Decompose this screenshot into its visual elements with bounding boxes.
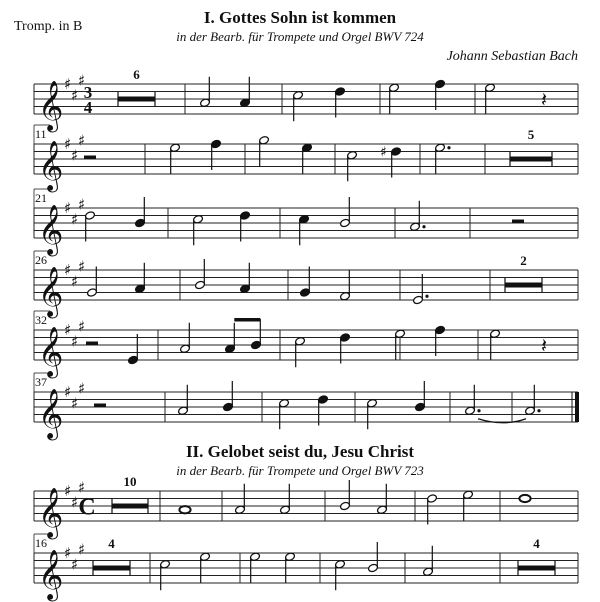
notehead [519, 495, 530, 502]
multirest-bar [518, 566, 555, 571]
instrument-label: Tromp. in B [14, 19, 83, 34]
multirest-count: 4 [533, 536, 540, 551]
sharp-icon: ♯ [71, 493, 79, 512]
multirest-count: 2 [520, 253, 527, 268]
sharp-icon: ♯ [71, 210, 79, 229]
multirest-bar [112, 504, 148, 509]
sharp-icon: ♯ [64, 383, 72, 401]
sharp-icon: ♯ [71, 555, 79, 574]
sharp-icon: ♯ [78, 379, 86, 398]
piece2-title: II. Gelobet seist du, Jesu Christ [185, 442, 415, 461]
sharp-icon: ♯ [64, 321, 72, 339]
staff-system [34, 373, 579, 441]
measure-number: 26 [35, 253, 47, 267]
final-barline [575, 392, 579, 422]
half-rest-icon [84, 156, 96, 160]
sharp-icon: ♯ [71, 146, 79, 165]
augmentation-dot [537, 409, 540, 412]
half-rest-icon [94, 404, 106, 408]
sharp-icon: ♯ [64, 482, 72, 500]
time-signature: 4 [83, 98, 93, 117]
quarter-rest-icon: 𝄽 [541, 333, 548, 358]
half-rest-icon [512, 220, 524, 224]
sharp-icon: ♯ [78, 257, 86, 276]
sharp-icon: ♯ [78, 317, 86, 336]
multirest-count: 4 [108, 536, 115, 551]
sharp-icon: ♯ [64, 544, 72, 562]
piece1-subtitle: in der Bearb. für Trompete und Orgel BWV 724 [176, 29, 424, 44]
treble-clef-icon: 𝄞 [38, 267, 64, 317]
sharp-icon: ♯ [71, 272, 79, 291]
beam [234, 318, 260, 322]
sharp-icon: ♯ [71, 332, 79, 351]
multirest-count: 5 [527, 127, 535, 142]
sharp-icon: ♯ [64, 135, 72, 153]
measure-number: 21 [35, 191, 47, 205]
sharp-icon: ♯ [64, 75, 72, 93]
piece2-subtitle: in der Bearb. für Trompete und Orgel BWV 723 [176, 463, 424, 478]
staff-system [34, 125, 578, 193]
quarter-rest-icon: 𝄽 [541, 87, 548, 112]
multirest-bar [118, 97, 155, 102]
staff-system [34, 311, 578, 379]
sharp-icon: ♯ [71, 394, 79, 413]
piece1-title: I. Gottes Sohn ist kommen [203, 8, 397, 27]
augmentation-dot [425, 295, 428, 298]
treble-clef-icon: 𝄞 [38, 488, 64, 538]
treble-clef-icon: 𝄞 [38, 141, 64, 191]
staff-system [34, 251, 578, 319]
multirest-count: 6 [133, 67, 140, 82]
treble-clef-icon: 𝄞 [38, 81, 64, 131]
measure-number: 32 [35, 313, 47, 327]
measure-number: 11 [35, 127, 47, 141]
treble-clef-icon: 𝄞 [38, 550, 64, 600]
multirest-bar [510, 157, 552, 162]
treble-clef-icon: 𝄞 [38, 389, 64, 439]
sharp-icon: ♯ [71, 86, 79, 105]
composer: Johann Sebastian Bach [446, 49, 578, 64]
time-signature: C [78, 494, 96, 521]
measure-number: 37 [35, 375, 47, 389]
staff-system [34, 534, 578, 602]
augmentation-dot [477, 409, 480, 412]
sharp-icon: ♯ [64, 199, 72, 217]
sharp-icon: ♯ [78, 71, 86, 90]
staff-system [34, 474, 578, 540]
sharp-icon: ♯ [78, 195, 86, 214]
sharp-icon: ♯ [380, 144, 387, 161]
treble-clef-icon: 𝄞 [38, 327, 64, 377]
treble-clef-icon: 𝄞 [38, 205, 64, 255]
multirest-bar [505, 283, 542, 288]
staff-system [34, 67, 578, 133]
augmentation-dot [422, 225, 425, 228]
measure-number: 16 [35, 536, 47, 550]
sharp-icon: ♯ [78, 540, 86, 559]
multirest-count: 10 [123, 474, 137, 489]
multirest-bar [93, 566, 130, 571]
half-rest-icon [86, 342, 98, 346]
time-signature: 3 [83, 83, 93, 102]
notehead [179, 506, 190, 513]
staff-system [34, 189, 578, 257]
sharp-icon: ♯ [78, 478, 86, 497]
sharp-icon: ♯ [64, 261, 72, 279]
augmentation-dot [447, 146, 450, 149]
sharp-icon: ♯ [78, 131, 86, 150]
